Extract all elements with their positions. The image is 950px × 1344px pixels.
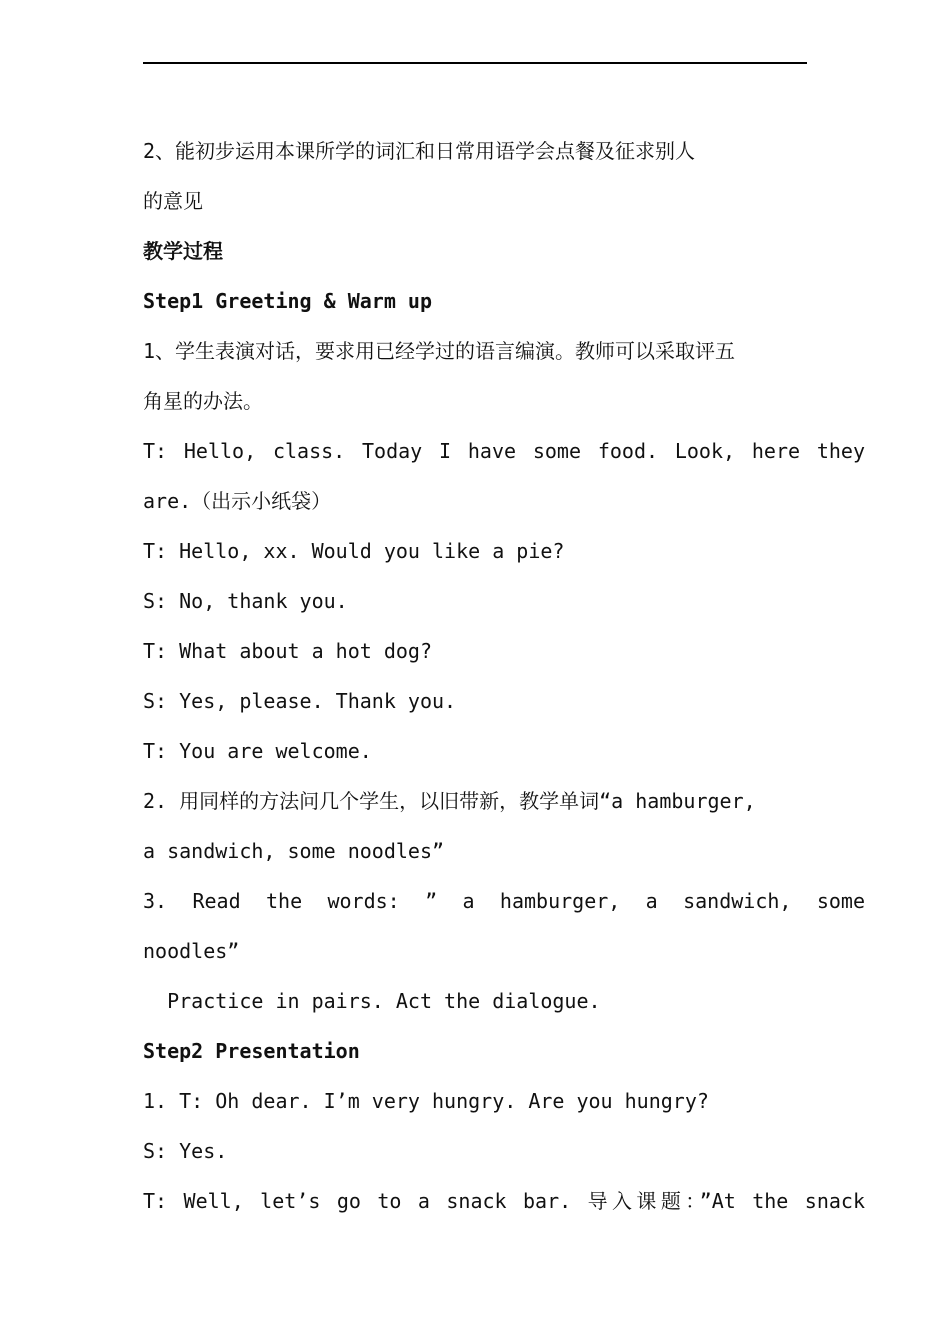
paragraph-line: 3. Read the words: ” a hamburger, a sandwich, some xyxy=(143,889,865,913)
step1-heading: Step1 Greeting & Warm up xyxy=(143,289,432,313)
paragraph-line: noodles” xyxy=(143,939,240,963)
dialogue-line: are.（出示小纸袋） xyxy=(143,489,332,513)
dialogue-line: T: Well, let’s go to a snack bar. 导入课题：”At the snack xyxy=(143,1189,865,1213)
paragraph-line: Practice in pairs. Act the dialogue. xyxy=(143,989,601,1013)
dialogue-line: T: Hello, class. Today I have some food. Look, here they xyxy=(143,439,865,463)
header-rule xyxy=(143,62,807,64)
step2-heading: Step2 Presentation xyxy=(143,1039,360,1063)
dialogue-line: 1. T: Oh dear. I’m very hungry. Are you hungry? xyxy=(143,1089,709,1113)
dialogue-line: T: What about a hot dog? xyxy=(143,639,432,663)
paragraph-line: 1、学生表演对话，要求用已经学过的语言编演。教师可以采取评五 xyxy=(143,339,736,363)
objective-line-cont: 的意见 xyxy=(143,189,203,213)
dialogue-line: S: No, thank you. xyxy=(143,589,348,613)
dialogue-line: S: Yes. xyxy=(143,1139,228,1163)
objective-line: 2、能初步运用本课所学的词汇和日常用语学会点餐及征求别人 xyxy=(143,139,696,163)
dialogue-line: T: You are welcome. xyxy=(143,739,372,763)
section-heading-teaching-process: 教学过程 xyxy=(143,239,223,263)
paragraph-line: 2. 用同样的方法问几个学生，以旧带新，教学单词“a hamburger, xyxy=(143,789,756,813)
paragraph-line: a sandwich, some noodles” xyxy=(143,839,445,863)
dialogue-line: T: Hello, xx. Would you like a pie? xyxy=(143,539,565,563)
dialogue-line: S: Yes, please. Thank you. xyxy=(143,689,457,713)
paragraph-line: 角星的办法。 xyxy=(143,389,263,413)
